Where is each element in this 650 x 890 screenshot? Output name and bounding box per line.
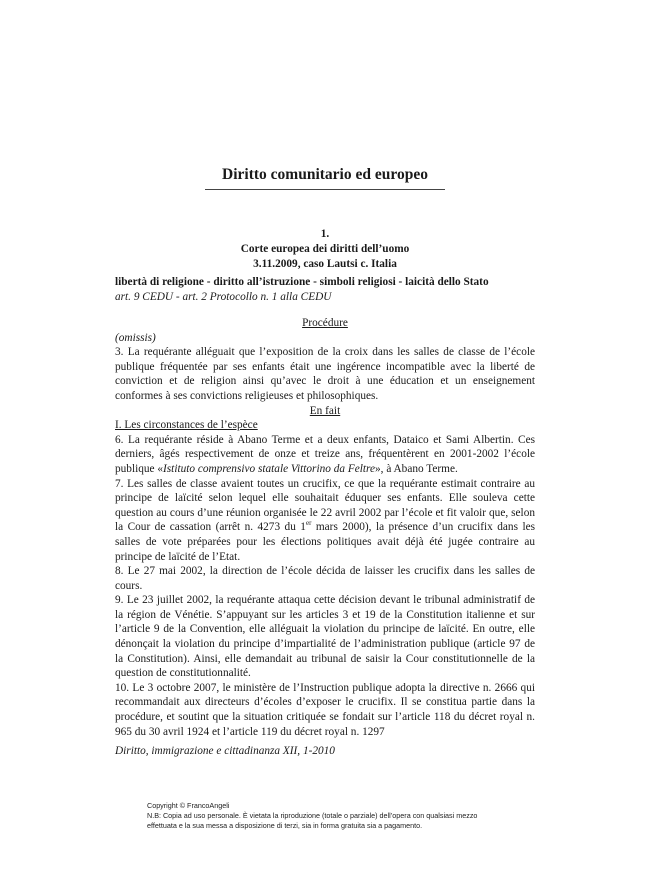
paragraph-7-text: 7. Les salles de classe avaient toutes un crucifix, ce que la requérante estimait contraire au principe de laïcité selon lequel elle souhaitait éduquer ses enfants. Elle souleva cette question au cours d’une réunion organisée le 22 avril 2002 par l’école et fit valoir que, selon la Cour de cassation (arrêt n. 4273 du 1 <box>115 477 535 534</box>
school-name: Istituto comprensivo statale Vittorino da Feltre <box>163 462 376 475</box>
case-court: Corte europea dei diritti dell’uomo <box>240 243 410 255</box>
paragraph-6 <box>115 433 535 477</box>
case-number: 1. <box>320 228 330 240</box>
copyright-line-2: N.B: Copia ad uso personale. È vietata la riproduzione (totale o parziale) dell’opera con qualsiasi mezzo <box>147 811 478 820</box>
copyright-line-3: effettuata e la sua messa a disposizione di terzi, sia in forma gratuita sia a pagamento. <box>147 821 423 830</box>
copyright-notice <box>147 801 547 831</box>
en-fait-heading: En fait <box>309 404 341 417</box>
copyright-line-1: Copyright © FrancoAngeli <box>147 801 230 810</box>
paragraph-10: 10. Le 3 octobre 2007, le ministère de l’Instruction publique adopta la directive n. 2666 qui recommandait aux directeurs d’écoles d’exposer le crucifix. Il se constitua partie dans la procédure, et soutint que la situation critiquée se fondait sur l’article 118 du décret royal n. 965 du 30 avril 1924 et l’article 119 du décret royal n. 1297 <box>115 681 535 738</box>
circumstances-heading: I. Les circonstances de l’espèce <box>115 419 258 432</box>
journal-footer: Diritto, immigrazione e cittadinanza XII, 1-2010 <box>115 745 335 757</box>
paragraph-8: 8. Le 27 mai 2002, la direction de l’école décida de laisser les crucifix dans les salles de cours. <box>115 565 535 592</box>
judgment-body <box>115 316 535 739</box>
paragraph-7 <box>115 477 535 565</box>
keywords: libertà di religione - diritto all’istruzione - simboli religiosi - laicità dello Stato <box>115 276 489 288</box>
legal-references: art. 9 CEDU - art. 2 Protocollo n. 1 alla CEDU <box>115 291 332 303</box>
ordinal-superscript: er <box>305 519 312 528</box>
paragraph-3: 3. La requérante alléguait que l’exposition de la croix dans les salles de classe de l’école publique fréquentée par ses enfants était une ingérence incompatible avec la liberté de conviction et de religion ainsi qu’avec le droit à une éducation et un enseignement conformes à ses convictions religieuses et philosophiques. <box>115 346 535 402</box>
case-date: 3.11.2009, caso Lautsi c. Italia <box>253 258 397 270</box>
omissis: (omissis) <box>115 331 156 344</box>
paragraph-6-end: », à Abano Terme. <box>375 462 458 475</box>
section-title-rule <box>205 189 445 190</box>
procedure-heading: Procédure <box>302 317 348 329</box>
paragraph-6-text: 6. La requérante réside à Abano Terme et a deux enfants, Dataico et Sami Albertin. Ces derniers, âgés respectivement de onze et treize ans, fréquentèrent en 2001-2002 l’école publique « <box>115 433 535 475</box>
paragraph-7-end: mars 2000), la présence d’un crucifix dans les salles de vote préparées pour les élections politiques avait déjà été jugée contraire au principe de laïcité de l’Etat. <box>115 521 535 563</box>
case-heading <box>115 227 535 272</box>
paragraph-9: 9. Le 23 juillet 2002, la requérante attaqua cette décision devant le tribunal administratif de la région de Vénétie. S’appuyant sur les articles 3 et 19 de la Constitution italienne et sur l’article 9 de la Convention, elle alléguait la violation du principe de laïcité. En outre, elle dénonçait la violation du principe d’impartialité de l’administration publique (article 97 de la Constitution). Ainsi, elle demandait au tribunal de saisir la Cour constitutionnelle de la question de constitutionnalité. <box>115 594 535 680</box>
section-title: Diritto comunitario ed europeo <box>222 166 428 183</box>
